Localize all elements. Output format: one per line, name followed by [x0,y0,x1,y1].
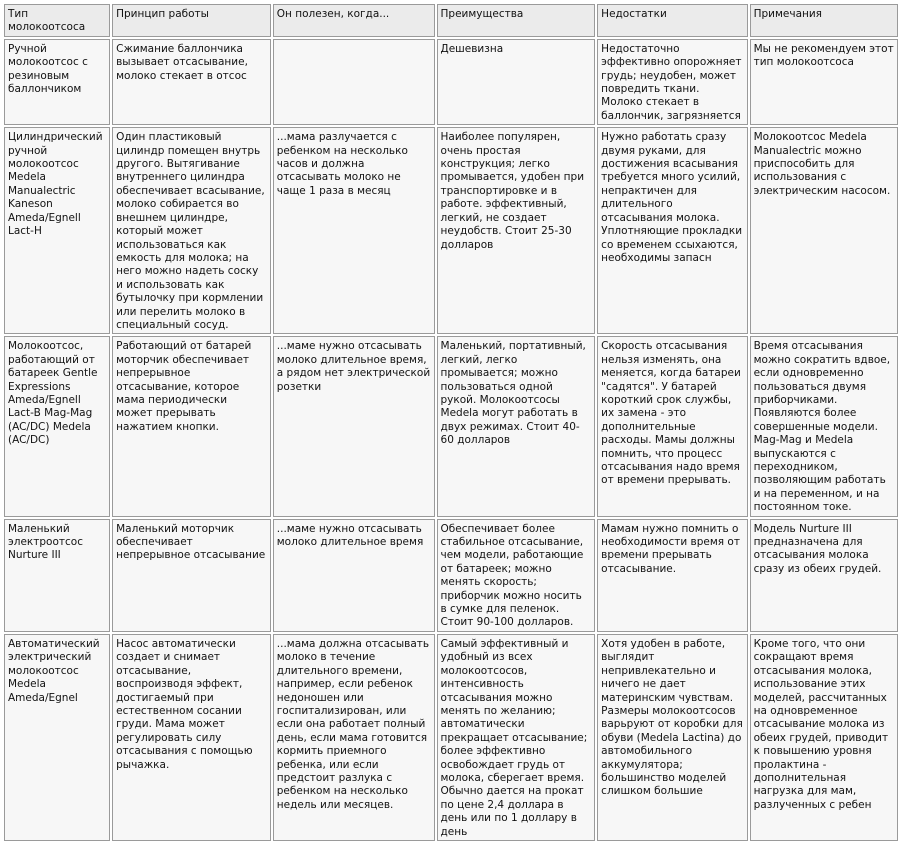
cell-notes: Мы не рекомендуем этот тип молокоотсоса [750,39,898,125]
header-pump-type: Тип молокоотсоса [4,4,110,37]
cell-notes: Кроме того, что они сокращают время отсасывания молока, использование этих моделей, рассчитанных на одновременное отсасывание молока из обеих грудей, приводит к повышению уровня пролактина - дополнительная нагрузка для мам, разлученных с ребен [750,634,898,841]
table-row [4,336,898,516]
cell-notes: Молокоотсос Medela Manualectric можно приспособить для использования с электрическим насосом. [750,127,898,334]
cell-disadvantages: Недостаточно эффективно опорожняет грудь; неудобен, может повредить ткани. Молоко стекает в баллончик, загрязняется [597,39,747,125]
breast-pump-comparison-table [2,2,900,843]
cell-disadvantages: Нужно работать сразу двумя руками, для достижения всасывания требуется много усилий, непрактичен для длительного отсасывания молока. Уплотняющие прокладки со временем ссыхаются, необходимы запасн [597,127,747,334]
cell-notes: Модель Nurture III предназначена для отсасывания молока сразу из обеих грудей. [750,519,898,632]
cell-useful-when [273,39,435,125]
cell-useful-when: ...мама должна отсасывать молоко в течение длительного времени, например, если ребенок недоношен или госпитализирован, или если она работает полный день, если мама готовится кормить приемного ребенка, или если предстоит разлука с ребенком на несколько недель или месяцев. [273,634,435,841]
cell-principle: Один пластиковый цилиндр помещен внутрь другого. Вытягивание внутреннего цилиндра обеспечивает всасывание, молоко собирается во внешнем цилиндре, который может использоваться как емкость для молока; на него можно надеть соску и использовать как бутылочку при кормлении или перелить молоко в специальный сосуд. [112,127,271,334]
cell-principle: Маленький моторчик обеспечивает непрерывное отсасывание [112,519,271,632]
header-row [4,4,898,37]
cell-useful-when: ...мама разлучается с ребенком на несколько часов и должна отсасывать молоко не чаще 1 раза в месяц [273,127,435,334]
cell-principle: Насос автоматически создает и снимает отсасывание, воспроизводя эффект, достигаемый при естественном сосании груди. Мама может регулировать силу отсасывания с помощью рычажка. [112,634,271,841]
table-row [4,39,898,125]
cell-disadvantages: Скорость отсасывания нельзя изменять, она меняется, когда батареи "садятся". У батарей короткий срок службы, их замена - это дополнительные расходы. Мамы должны помнить, что процесс отсасывания надо время от времени прерывать. [597,336,747,516]
cell-pump-type: Молокоотсос, работающий от батареек Gentle Expressions Ameda/Egnell Lact-B Mag-Mag (AC/DC) Medela (AC/DC) [4,336,110,516]
cell-principle: Сжимание баллончика вызывает отсасывание, молоко стекает в отсос [112,39,271,125]
cell-pump-type: Автоматический электрический молокоотсос Medela Ameda/Egnel [4,634,110,841]
cell-useful-when: ...маме нужно отсасывать молоко длительное время, а рядом нет электрической розетки [273,336,435,516]
cell-pump-type: Ручной молокоотсос с резиновым баллончиком [4,39,110,125]
cell-advantages: Маленький, портативный, легкий, легко промывается; можно пользоваться одной рукой. Молокоотсосы Medela могут работать в двух режимах. Стоит 40-60 долларов [437,336,596,516]
header-advantages: Преимущества [437,4,596,37]
cell-useful-when: ...маме нужно отсасывать молоко длительное время [273,519,435,632]
header-notes: Примечания [750,4,898,37]
header-useful-when: Он полезен, когда... [273,4,435,37]
header-disadvantages: Недостатки [597,4,747,37]
table-row [4,127,898,334]
cell-disadvantages: Мамам нужно помнить о необходимости время от времени прерывать отсасывание. [597,519,747,632]
cell-notes: Время отсасывания можно сократить вдвое, если одновременно пользоваться двумя приборчиками. Появляются более совершенные модели. Mag-Mag и Medela выпускаются с переходником, позволяющим работать и на переменном, и на постоянном токе. [750,336,898,516]
cell-pump-type: Маленький электроотсос Nurture III [4,519,110,632]
table-row [4,634,898,841]
cell-disadvantages: Хотя удобен в работе, выглядит непривлекательно и ничего не дает материнским чувствам. Размеры молокоотсосов варьруют от коробки для обуви (Medela Lactina) до автомобильного аккумулятора; большинство моделей слишком большие [597,634,747,841]
cell-pump-type: Цилиндрический ручной молокоотсос Medela Manualectric Kaneson Ameda/Egnell Lact-H [4,127,110,334]
cell-advantages: Дешевизна [437,39,596,125]
cell-advantages: Наиболее популярен, очень простая конструкция; легко промывается, удобен при транспортировке и в работе. эффективный, легкий, не создает неудобств. Стоит 25-30 долларов [437,127,596,334]
cell-advantages: Обеспечивает более стабильное отсасывание, чем модели, работающие от батареек; можно менять скорость; приборчик можно носить в сумке для пеленок. Стоит 90-100 долларов. [437,519,596,632]
table-row [4,519,898,632]
cell-principle: Работающий от батарей моторчик обеспечивает непрерывное отсасывание, которое мама периодически может прерывать нажатием кнопки. [112,336,271,516]
header-principle: Принцип работы [112,4,271,37]
cell-advantages: Самый эффективный и удобный из всех молокоотсосов, интенсивность отсасывания можно менять по желанию; автоматически прекращает отсасывание; более эффективно освобождает грудь от молока, сберегает время. Обычно дается на прокат по цене 2,4 доллара в день или по 1 доллару в день [437,634,596,841]
